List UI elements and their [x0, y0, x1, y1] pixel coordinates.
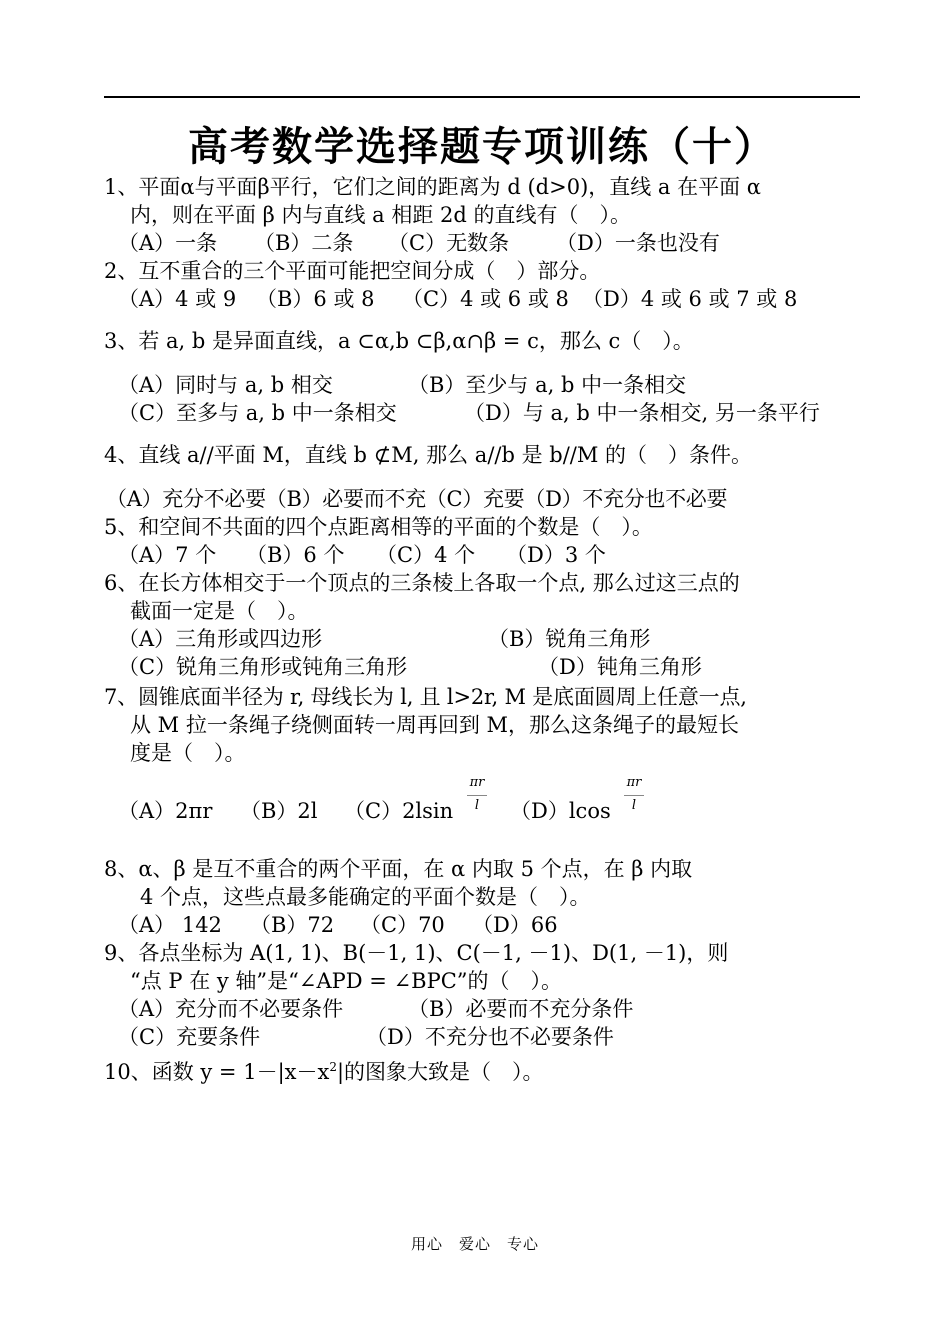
question-6-option-d: （D）钝角三角形 — [538, 655, 702, 679]
question-6-line-1: 6、在长方体相交于一个顶点的三条棱上各取一个点, 那么过这三点的 — [104, 571, 740, 595]
question-2-option-d: （D）4 或 6 或 7 或 8 — [582, 287, 798, 311]
question-2-option-b: （B）6 或 8 — [256, 287, 375, 311]
question-10-text-a: 10、函数 y = 1－|x－x — [104, 1060, 330, 1084]
question-7-line-1: 7、圆锥底面半径为 r, 母线长为 l, 且 l>2r, M 是底面圆周上任意一点, — [104, 685, 747, 709]
question-6-option-b: （B）锐角三角形 — [488, 627, 651, 651]
question-4-line-1: 4、直线 a//平面 M，直线 b ⊄M, 那么 a//b 是 b//M 的（ ）条件。 — [104, 443, 753, 467]
question-8-option-a: （A） 142 — [118, 913, 222, 937]
question-6-line-2: 截面一定是（ ）。 — [130, 599, 309, 623]
question-10-line-1 — [104, 1053, 544, 1086]
page-footer: 用心 爱心 专心 — [410, 1235, 539, 1253]
question-3-option-b: （B）至少与 a, b 中一条相交 — [408, 373, 687, 397]
question-7-option-c-fraction-bar — [467, 795, 487, 796]
question-9-option-d: （D）不充分也不必要条件 — [366, 1025, 614, 1049]
question-1-option-a: （A）一条 — [118, 231, 218, 255]
question-8-option-c: （C）70 — [360, 913, 445, 937]
question-4-options: （A）充分不必要（B）必要而不充（C）充要（D）不充分也不必要 — [106, 487, 728, 511]
question-9-option-b: （B）必要而不充分条件 — [408, 997, 634, 1021]
question-6-option-a: （A）三角形或四边形 — [118, 627, 323, 651]
question-7-line-2: 从 M 拉一条绳子绕侧面转一周再回到 M，那么这条绳子的最短长 — [130, 713, 740, 737]
question-3-option-c: （C）至多与 a, b 中一条相交 — [118, 401, 397, 425]
question-1-option-b: （B）二条 — [254, 231, 354, 255]
question-9-line-1: 9、各点坐标为 A(1, 1)、B(－1, 1)、C(－1, －1)、D(1, －1)，则 — [104, 941, 729, 965]
question-7-option-c-fraction-numerator: πr — [469, 775, 485, 790]
page-title: 高考数学选择题专项训练（十） — [188, 123, 776, 170]
question-7-option-d-fraction-denominator: l — [631, 798, 637, 813]
question-3-option-a: （A）同时与 a, b 相交 — [118, 373, 333, 397]
question-3-option-d: （D）与 a, b 中一条相交, 另一条平行 — [464, 401, 820, 425]
question-7-option-d-fraction-bar — [624, 795, 644, 796]
question-3-line-1: 3、若 a, b 是异面直线，a ⊂α,b ⊂β,α∩β = c，那么 c（ ）。 — [104, 329, 694, 353]
question-9-option-a: （A）充分而不必要条件 — [118, 997, 344, 1021]
question-2-option-a: （A）4 或 9 — [118, 287, 237, 311]
question-2-option-c: （C）4 或 6 或 8 — [402, 287, 569, 311]
question-5-option-d: （D）3 个 — [506, 543, 606, 567]
question-7-option-a: （A）2πr — [118, 799, 213, 823]
question-7-line-3: 度是（ ）。 — [130, 741, 246, 765]
question-5-option-b: （B）6 个 — [246, 543, 345, 567]
question-8-line-2: 4 个点，这些点最多能确定的平面个数是（ ）。 — [140, 885, 591, 909]
question-1-option-d: （D）一条也没有 — [556, 231, 720, 255]
question-10-text-b: |的图象大致是（ ）。 — [336, 1060, 544, 1084]
question-2-line-1: 2、互不重合的三个平面可能把空间分成（ ）部分。 — [104, 259, 601, 283]
question-5-line-1: 5、和空间不共面的四个点距离相等的平面的个数是（ ）。 — [104, 515, 653, 539]
question-5-option-a: （A）7 个 — [118, 543, 217, 567]
question-1-line-2: 内，则在平面 β 内与直线 a 相距 2d 的直线有（ ）。 — [130, 203, 632, 227]
question-1-line-1: 1、平面α与平面β平行，它们之间的距离为 d (d>0)，直线 a 在平面 α — [104, 175, 761, 199]
question-8-option-b: （B）72 — [250, 913, 335, 937]
question-9-line-2: “点 P 在 y 轴”是“∠APD = ∠BPC”的（ ）。 — [130, 969, 563, 993]
question-8-line-1: 8、α、β 是互不重合的两个平面，在 α 内取 5 个点，在 β 内取 — [104, 857, 693, 881]
question-7-option-d-fraction-numerator: πr — [626, 775, 642, 790]
question-7-option-d: （D）lcos — [510, 799, 611, 823]
question-5-option-c: （C）4 个 — [376, 543, 476, 567]
question-1-option-c: （C）无数条 — [388, 231, 510, 255]
question-7-option-c: （C）2lsin — [344, 799, 454, 823]
header-rule — [104, 96, 860, 98]
question-6-option-c: （C）锐角三角形或钝角三角形 — [118, 655, 408, 679]
question-10-exponent: 2 — [329, 1060, 337, 1074]
question-7-option-b: （B）2l — [240, 799, 318, 823]
question-8-option-d: （D）66 — [472, 913, 558, 937]
question-9-option-c: （C）充要条件 — [118, 1025, 261, 1049]
question-7-option-c-fraction-denominator: l — [474, 798, 480, 813]
